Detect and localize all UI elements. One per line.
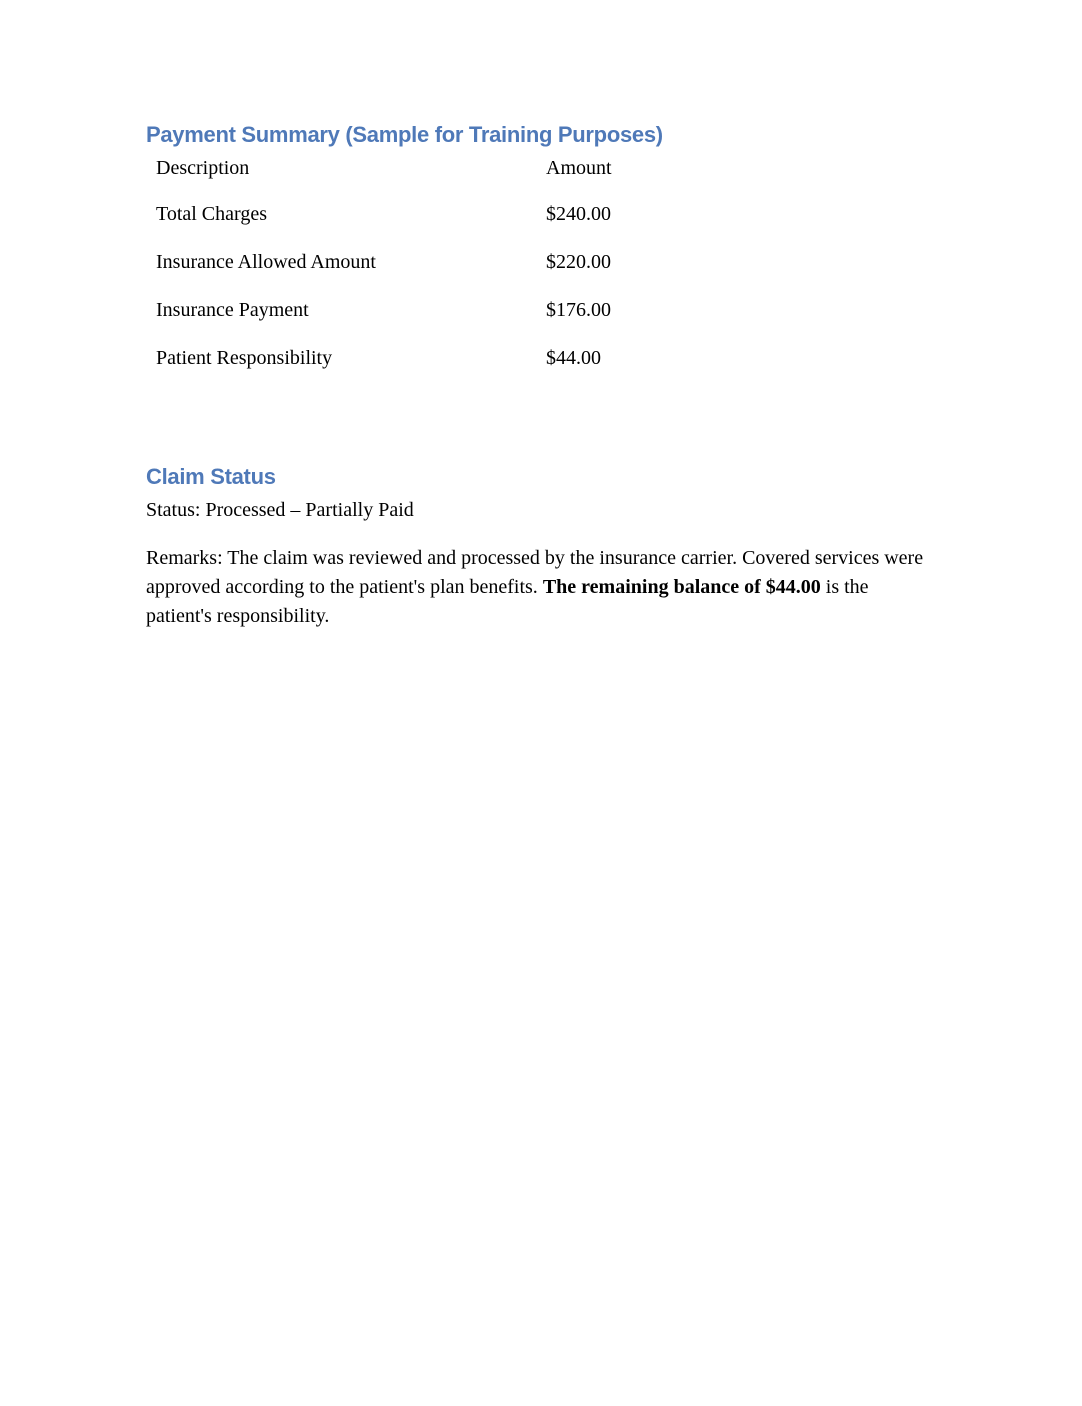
payment-summary-heading: Payment Summary (Sample for Training Purposes) xyxy=(146,122,663,147)
table-row xyxy=(146,295,676,343)
claim-remarks xyxy=(146,544,926,631)
row-description: Insurance Payment xyxy=(156,299,309,321)
claim-status-line: Status: Processed – Partially Paid xyxy=(146,499,414,521)
row-amount: $220.00 xyxy=(546,251,611,273)
remarks-text-end: is the patient's responsibility. xyxy=(146,576,869,627)
column-header-amount: Amount xyxy=(546,157,612,179)
column-header-description: Description xyxy=(156,157,250,179)
table-row xyxy=(146,343,676,391)
claim-status-heading: Claim Status xyxy=(146,464,276,489)
row-amount: $176.00 xyxy=(546,299,611,321)
payment-summary-table xyxy=(146,153,676,391)
row-amount: $240.00 xyxy=(546,203,611,225)
remarks-bold-balance: The remaining balance of $44.00 xyxy=(542,576,821,598)
row-description: Insurance Allowed Amount xyxy=(156,251,376,273)
table-row xyxy=(146,199,676,247)
table-row xyxy=(146,247,676,295)
row-description: Total Charges xyxy=(156,203,267,225)
row-amount: $44.00 xyxy=(546,347,601,369)
table-header-row xyxy=(146,153,676,199)
remarks-text: Remarks: The claim was reviewed and processed by the insurance carrier. Covered services were approved according to the patient's plan benefits. xyxy=(146,547,924,598)
row-description: Patient Responsibility xyxy=(156,347,333,369)
